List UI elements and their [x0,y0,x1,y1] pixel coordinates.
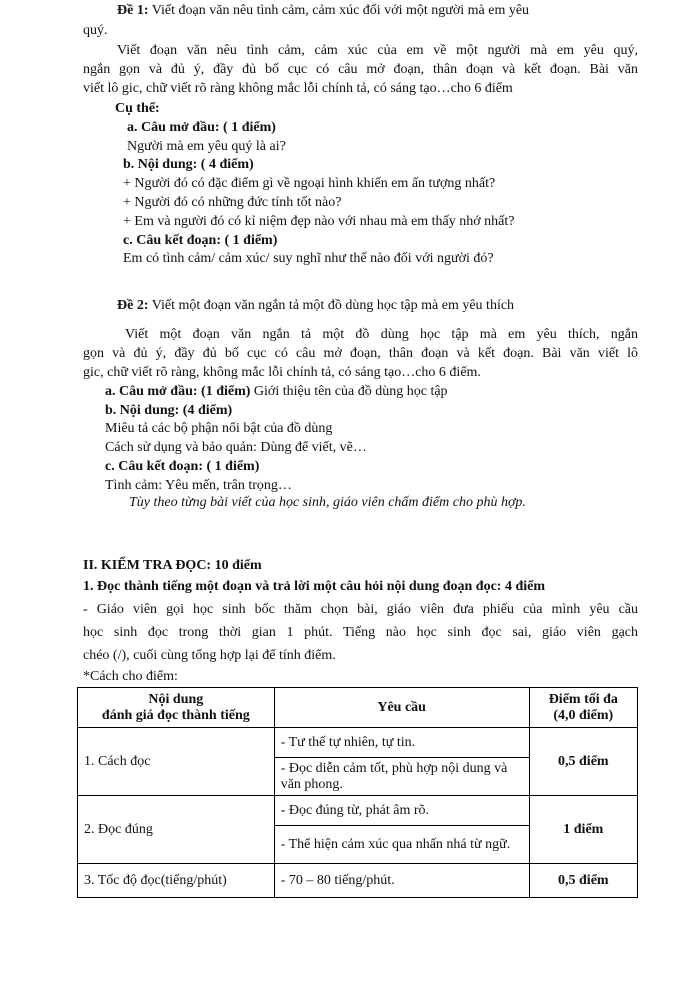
row2-score: 1 điểm [529,796,637,864]
table-header-row [78,688,638,728]
de1-noi-dung-2: + Người đó có những đức tính tốt nào? [123,195,342,210]
row3-score: 0,5 điểm [529,864,637,898]
de1-mo-dau-label: a. Câu mở đầu: ( 1 điểm) [127,120,276,135]
part2-para-2: học sinh đọc trong thời gian 1 phút. Tiếng nào học sinh đọc sai, giáo viên gạch [83,625,638,640]
header-yeu-cau: Yêu cầu [274,688,529,728]
table-row [78,728,638,758]
de2-title-text: Viết một đoạn văn ngắn tả một đồ dùng học tập mà em yêu thích [151,298,515,313]
row3-content: 3. Tốc độ đọc(tiếng/phút) [78,864,275,898]
table-row [78,796,638,826]
row2-content: 2. Đọc đúng [78,796,275,864]
de2-para-3: gic, chữ viết rõ ràng, không mắc lỗi chính tả, có sáng tạo…cho 6 điểm. [83,365,481,380]
de1-mo-dau-question: Người mà em yêu quý là ai? [127,139,286,154]
part2-para-1: - Giáo viên gọi học sinh bốc thăm chọn bài, giáo viên đưa phiếu của mình yêu cầu [83,602,638,617]
row2-req-2: - Thể hiện cảm xúc qua nhấn nhá từ ngữ. [274,826,529,864]
reading-score-table [77,687,638,898]
de1-noi-dung-3: + Em và người đó có kỉ niệm đẹp nào với nhau mà em thấy nhớ nhất? [123,214,515,229]
de2-noi-dung-2: Cách sử dụng và bảo quản: Dùng để viết, vẽ… [105,440,367,455]
de1-cu-the: Cụ thể: [115,101,160,116]
de1-title [117,2,529,19]
row3-req-1: - 70 – 80 tiếng/phút. [274,864,529,898]
de1-noi-dung-label: b. Nội dung: ( 4 điểm) [123,157,254,172]
row1-req-1: - Tư thế tự nhiên, tự tin. [274,728,529,758]
de2-noi-dung-label: b. Nội dung: (4 điểm) [105,403,233,418]
de1-para-3: viết lô gic, chữ viết rõ ràng không mắc lỗi chính tả, có sáng tạo…cho 6 điểm [83,81,513,96]
part2-heading: II. KIỂM TRA ĐỌC: 10 điểm [83,558,262,573]
de1-ket-label: c. Câu kết đoạn: ( 1 điểm) [123,233,278,248]
de1-para-1: Viết đoạn văn nêu tình cảm, cảm xúc của em về một người mà em yêu quý, [117,43,638,58]
row1-req-2: - Đọc diễn cảm tốt, phù hợp nội dung và văn phong. [274,758,529,796]
de2-ket-label: c. Câu kết đoạn: ( 1 điểm) [105,459,260,474]
de2-title-label: Đề 2: [117,298,149,313]
row1-content: 1. Cách đọc [78,728,275,796]
de2-mo-dau-label: a. Câu mở đầu: (1 điểm) [105,384,251,399]
header-diem-line1: Điểm tối đa [548,691,618,707]
de2-mo-dau-text: Giới thiệu tên của đồ dùng học tập [250,384,448,399]
de1-title-cont: quý. [83,23,108,38]
header-diem-line2: (4,0 điểm) [553,707,614,723]
row1-score: 0,5 điểm [529,728,637,796]
header-noi-dung [78,688,275,728]
de2-para-2: gọn và đủ ý, đầy đủ bố cục có câu mở đoạn, thân đoạn và kết đoạn. Bài văn viết lô [83,346,638,361]
header-noi-dung-line2: đánh giá đọc thành tiếng [101,707,250,723]
de2-grading-note: Tùy theo từng bài viết của học sinh, giáo viên chấm điểm cho phù hợp. [129,495,526,510]
de1-ket-question: Em có tình cảm/ cảm xúc/ suy nghĩ như thế nào đối với người đó? [123,251,494,266]
header-diem [529,688,637,728]
table-row [78,864,638,898]
part2-cach-cho-diem: *Cách cho điểm: [83,669,178,684]
row2-req-1: - Đọc đúng từ, phát âm rõ. [274,796,529,826]
part2-para-3: chéo (/), cuối cùng tổng hợp lại để tính điểm. [83,648,336,663]
de1-title-text: Viết đoạn văn nêu tình cảm, cảm xúc đối với một người mà em yêu [151,3,530,18]
de1-para-2: ngắn gọn và đủ ý, đầy đủ bố cục có câu mở đoạn, thân đoạn và kết đoạn. Bài văn [83,62,638,77]
de2-mo-dau [105,383,448,400]
de1-title-label: Đề 1: [117,3,149,18]
de2-ket-text: Tình cảm: Yêu mến, trân trọng… [105,478,292,493]
de2-title [117,297,514,314]
header-noi-dung-line1: Nội dung [148,691,204,707]
de2-para-1: Viết một đoạn văn ngắn tả một đồ dùng học tập mà em yêu thích, ngắn [125,327,638,342]
de2-noi-dung-1: Miêu tả các bộ phận nổi bật của đồ dùng [105,421,333,436]
de1-noi-dung-1: + Người đó có đặc điểm gì về ngoại hình khiến em ấn tượng nhất? [123,176,496,191]
part2-sub-heading: 1. Đọc thành tiếng một đoạn và trả lời một câu hỏi nội dung đoạn đọc: 4 điểm [83,579,546,594]
